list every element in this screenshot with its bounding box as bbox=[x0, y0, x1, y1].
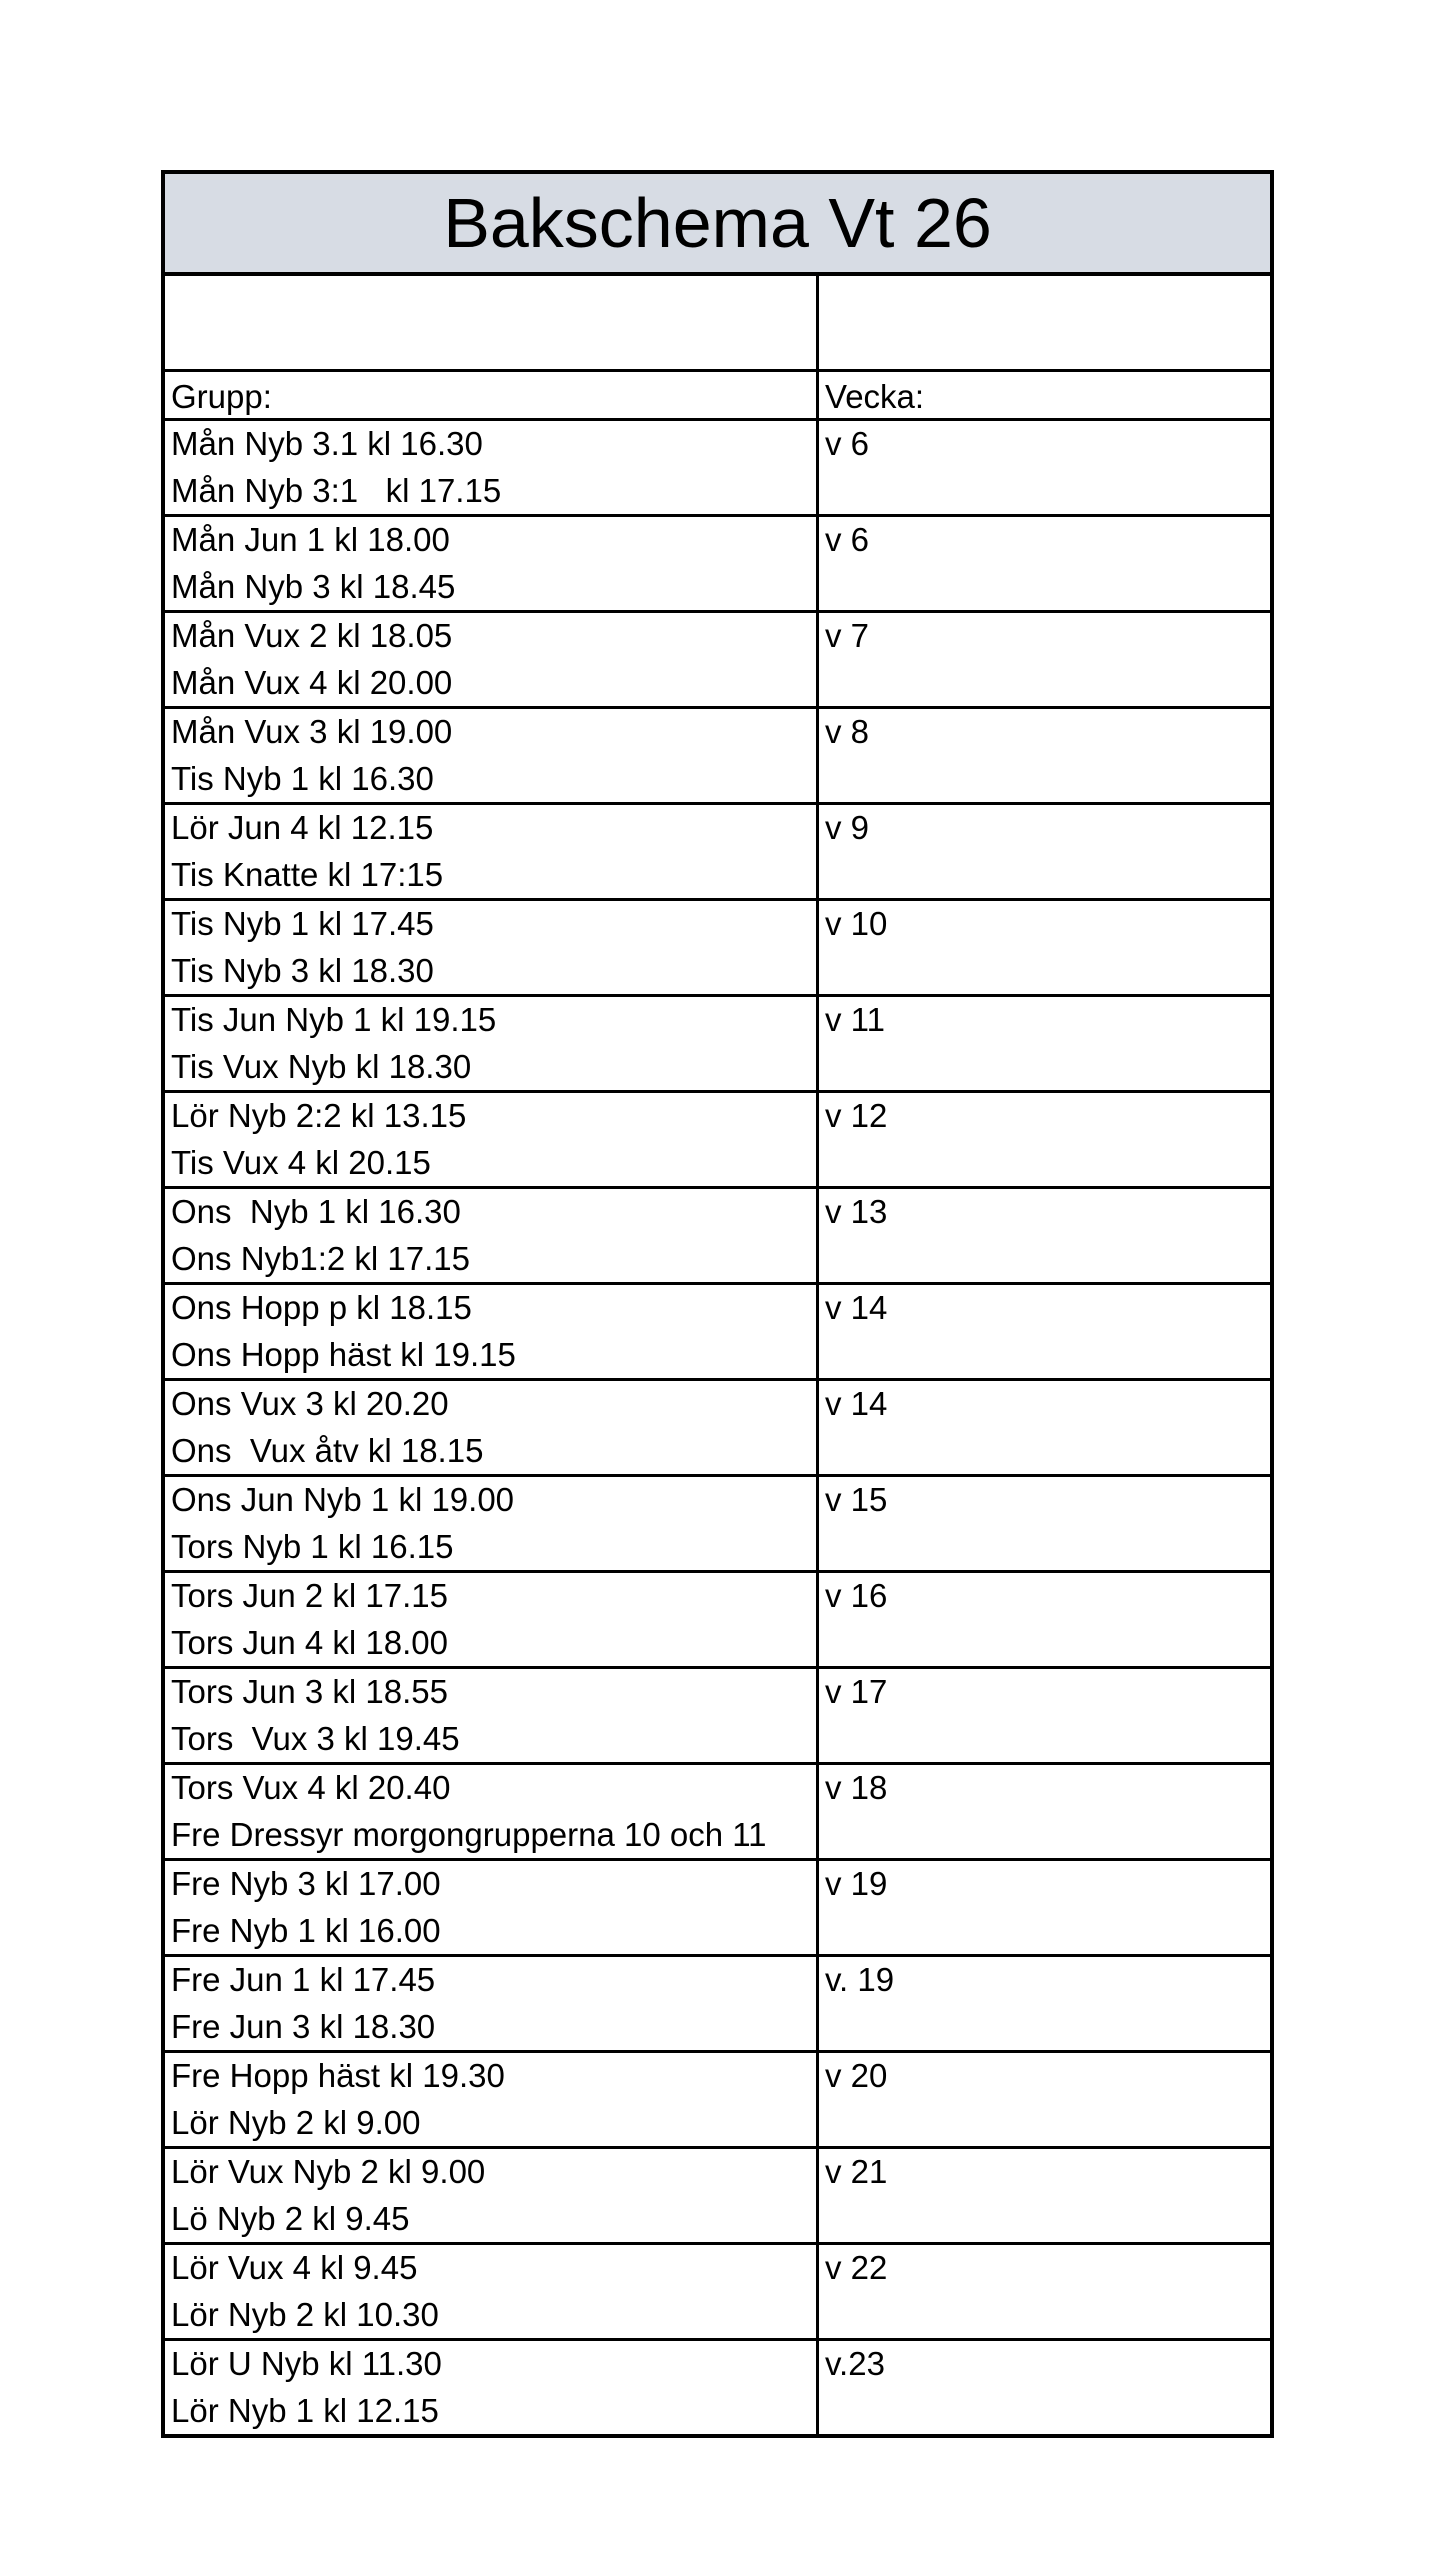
table-row bbox=[165, 1381, 1270, 1477]
table-row bbox=[165, 997, 1270, 1093]
group-line: Tors Jun 4 kl 18.00 bbox=[171, 1623, 448, 1661]
group-line: Tis Vux 4 kl 20.15 bbox=[171, 1143, 431, 1181]
table-row bbox=[165, 1573, 1270, 1669]
group-line: Mån Nyb 3:1 kl 17.15 bbox=[171, 471, 502, 509]
week-value: v 14 bbox=[825, 1289, 888, 1326]
week-value: v.23 bbox=[825, 2345, 885, 2382]
week-value: v 21 bbox=[825, 2153, 888, 2190]
week-value: v 15 bbox=[825, 1481, 888, 1518]
group-line: Tors Nyb 1 kl 16.15 bbox=[171, 1527, 454, 1565]
week-cell bbox=[819, 1477, 1270, 1570]
week-value: v 8 bbox=[825, 713, 870, 750]
group-line: Fre Nyb 1 kl 16.00 bbox=[171, 1911, 441, 1949]
group-line: Tors Jun 3 kl 18.55 bbox=[171, 1673, 448, 1710]
table-row bbox=[165, 421, 1270, 517]
group-line: Fre Dressyr morgongrupperna 10 och 11 bbox=[171, 1815, 767, 1853]
week-cell bbox=[819, 1669, 1270, 1762]
table-row bbox=[165, 2053, 1270, 2149]
week-cell bbox=[819, 421, 1270, 514]
table-row bbox=[165, 901, 1270, 997]
group-line: Tis Knatte kl 17:15 bbox=[171, 855, 444, 893]
table-row bbox=[165, 1285, 1270, 1381]
group-cell bbox=[165, 997, 819, 1090]
group-line: Lör Nyb 2:2 kl 13.15 bbox=[171, 1097, 467, 1134]
group-line: Lör Vux 4 kl 9.45 bbox=[171, 2249, 418, 2286]
group-line: Lör Nyb 1 kl 12.15 bbox=[171, 2391, 439, 2429]
week-value: v 9 bbox=[825, 809, 870, 846]
group-line: Lör U Nyb kl 11.30 bbox=[171, 2345, 442, 2382]
group-line: Tis Nyb 1 kl 17.45 bbox=[171, 905, 434, 942]
group-cell bbox=[165, 2053, 819, 2146]
table-row bbox=[165, 613, 1270, 709]
group-line: Mån Jun 1 kl 18.00 bbox=[171, 521, 450, 558]
week-cell bbox=[819, 1861, 1270, 1954]
group-line: Ons Vux åtv kl 18.15 bbox=[171, 1431, 484, 1469]
group-line: Ons Jun Nyb 1 kl 19.00 bbox=[171, 1481, 515, 1518]
group-line: Mån Nyb 3.1 kl 16.30 bbox=[171, 425, 483, 462]
week-value: v. 19 bbox=[825, 1961, 895, 1998]
group-line: Tis Nyb 1 kl 16.30 bbox=[171, 759, 434, 797]
group-cell bbox=[165, 1189, 819, 1282]
week-value: v 10 bbox=[825, 905, 888, 942]
group-line: Mån Vux 3 kl 19.00 bbox=[171, 713, 453, 750]
week-value: v 6 bbox=[825, 425, 870, 462]
table-row bbox=[165, 517, 1270, 613]
week-value: v 16 bbox=[825, 1577, 888, 1614]
group-line: Fre Nyb 3 kl 17.00 bbox=[171, 1865, 441, 1902]
week-cell bbox=[819, 901, 1270, 994]
table-row bbox=[165, 1861, 1270, 1957]
group-cell bbox=[165, 2245, 819, 2338]
table-row bbox=[165, 1669, 1270, 1765]
week-cell bbox=[819, 2245, 1270, 2338]
week-value: v 11 bbox=[825, 1001, 885, 1038]
week-value: v 12 bbox=[825, 1097, 888, 1134]
group-line: Mån Vux 4 kl 20.00 bbox=[171, 663, 453, 701]
group-line: Mån Vux 2 kl 18.05 bbox=[171, 617, 453, 654]
group-line: Lör Vux Nyb 2 kl 9.00 bbox=[171, 2153, 486, 2190]
group-line: Fre Hopp häst kl 19.30 bbox=[171, 2057, 505, 2094]
group-cell bbox=[165, 805, 819, 898]
group-line: Ons Hopp häst kl 19.15 bbox=[171, 1335, 516, 1373]
group-cell bbox=[165, 1285, 819, 1378]
week-cell bbox=[819, 1957, 1270, 2050]
week-value: v 7 bbox=[825, 617, 870, 654]
header-row bbox=[165, 372, 1270, 421]
group-cell bbox=[165, 1861, 819, 1954]
week-cell bbox=[819, 2053, 1270, 2146]
week-cell bbox=[819, 2149, 1270, 2242]
table-row bbox=[165, 1957, 1270, 2053]
group-line: Tors Jun 2 kl 17.15 bbox=[171, 1577, 448, 1614]
schedule-rows bbox=[165, 421, 1270, 2434]
week-cell bbox=[819, 805, 1270, 898]
week-cell bbox=[819, 1285, 1270, 1378]
week-cell bbox=[819, 1189, 1270, 1282]
group-cell bbox=[165, 2341, 819, 2434]
group-line: Ons Hopp p kl 18.15 bbox=[171, 1289, 472, 1326]
group-cell bbox=[165, 613, 819, 706]
group-line: Ons Nyb1:2 kl 17.15 bbox=[171, 1239, 470, 1277]
week-value: v 13 bbox=[825, 1193, 888, 1230]
week-value: v 17 bbox=[825, 1673, 888, 1710]
table-row bbox=[165, 2245, 1270, 2341]
week-value: v 22 bbox=[825, 2249, 888, 2286]
table-title: Bakschema Vt 26 bbox=[165, 174, 1270, 276]
intro-left-cell bbox=[165, 276, 819, 369]
table-row bbox=[165, 805, 1270, 901]
group-cell bbox=[165, 421, 819, 514]
table-row bbox=[165, 709, 1270, 805]
group-cell bbox=[165, 517, 819, 610]
table-row bbox=[165, 1477, 1270, 1573]
table-row bbox=[165, 1093, 1270, 1189]
week-value: v 18 bbox=[825, 1769, 888, 1806]
group-line: Lör Nyb 2 kl 9.00 bbox=[171, 2103, 421, 2141]
week-cell bbox=[819, 1573, 1270, 1666]
week-cell bbox=[819, 2341, 1270, 2434]
group-cell bbox=[165, 1765, 819, 1858]
group-line: Tis Vux Nyb kl 18.30 bbox=[171, 1047, 472, 1085]
group-column-header: Grupp: bbox=[165, 372, 819, 418]
group-line: Ons Vux 3 kl 20.20 bbox=[171, 1385, 449, 1422]
table-row bbox=[165, 1765, 1270, 1861]
group-cell bbox=[165, 1573, 819, 1666]
group-line: Mån Nyb 3 kl 18.45 bbox=[171, 567, 456, 605]
group-line: Ons Nyb 1 kl 16.30 bbox=[171, 1193, 461, 1230]
week-cell bbox=[819, 709, 1270, 802]
group-line: Fre Jun 3 kl 18.30 bbox=[171, 2007, 436, 2045]
intro-right-cell bbox=[819, 276, 1270, 369]
week-value: v 6 bbox=[825, 521, 870, 558]
group-cell bbox=[165, 1381, 819, 1474]
group-cell bbox=[165, 709, 819, 802]
group-line: Fre Jun 1 kl 17.45 bbox=[171, 1961, 436, 1998]
group-line: Tors Vux 4 kl 20.40 bbox=[171, 1769, 451, 1806]
group-line: Tors Vux 3 kl 19.45 bbox=[171, 1719, 460, 1757]
group-cell bbox=[165, 1477, 819, 1570]
group-line: Tis Jun Nyb 1 kl 19.15 bbox=[171, 1001, 497, 1038]
week-cell bbox=[819, 997, 1270, 1090]
table-row bbox=[165, 1189, 1270, 1285]
table-row bbox=[165, 2149, 1270, 2245]
group-line: Lör Nyb 2 kl 10.30 bbox=[171, 2295, 439, 2333]
group-cell bbox=[165, 1957, 819, 2050]
week-value: v 14 bbox=[825, 1385, 888, 1422]
week-value: v 19 bbox=[825, 1865, 888, 1902]
group-cell bbox=[165, 1093, 819, 1186]
week-cell bbox=[819, 1765, 1270, 1858]
group-line: Lö Nyb 2 kl 9.45 bbox=[171, 2199, 410, 2237]
week-cell bbox=[819, 517, 1270, 610]
group-cell bbox=[165, 2149, 819, 2242]
week-column-header: Vecka: bbox=[825, 378, 925, 415]
group-cell bbox=[165, 1669, 819, 1762]
week-cell bbox=[819, 1381, 1270, 1474]
week-cell bbox=[819, 613, 1270, 706]
group-cell bbox=[165, 901, 819, 994]
week-value: v 20 bbox=[825, 2057, 888, 2094]
week-cell bbox=[819, 1093, 1270, 1186]
baking-schedule-table bbox=[161, 170, 1274, 2438]
table-row bbox=[165, 2341, 1270, 2434]
intro-row bbox=[165, 276, 1270, 372]
group-line: Tis Nyb 3 kl 18.30 bbox=[171, 951, 434, 989]
group-line: Lör Jun 4 kl 12.15 bbox=[171, 809, 434, 846]
